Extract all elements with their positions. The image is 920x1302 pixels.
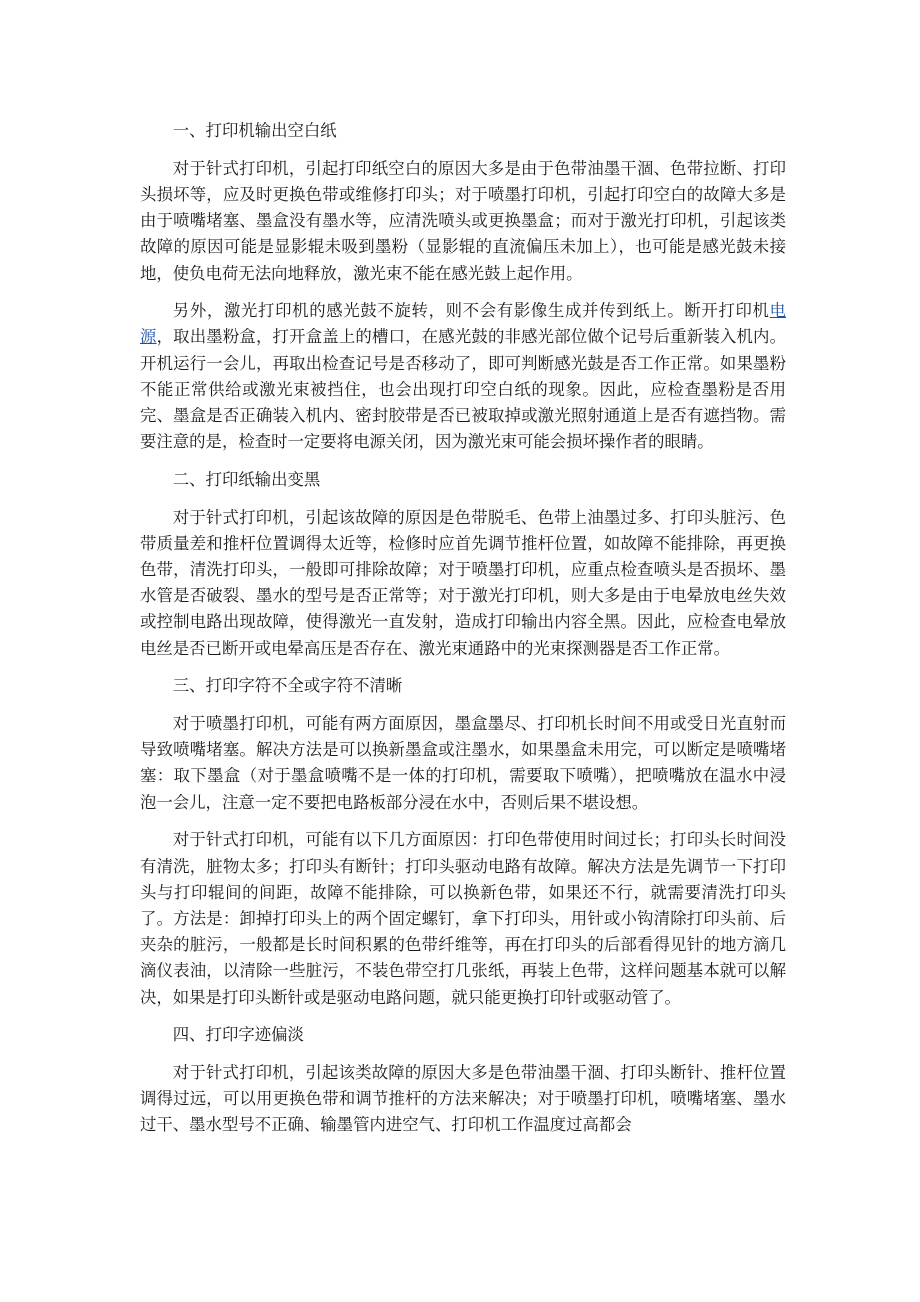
section-heading-4: 四、打印字迹偏淡 [172,1025,304,1045]
paragraph-1-1 [140,156,786,287]
paragraph-text: 另外，激光打印机的感光鼓不旋转，则不会有影像生成并传到纸上。断开打印机 [172,301,770,321]
section-heading-3: 三、打印字符不全或字符不清晰 [172,676,403,696]
section-heading-2: 二、打印纸输出变黑 [172,469,321,489]
power-supply-link[interactable]: 电源 [140,301,786,347]
paragraph-3-1 [140,711,786,816]
paragraph-text: 对于针式打印机，引起该故障的原因是色带脱毛、色带上油墨过多、打印头脏污、色带质量差和推杆位置调得太近等，检修时应首先调节推杆位置，如故障不能排除，再更换色带，清洗打印头，一般即可排除故障；对于喷墨打印机，应重点检查喷头是否损坏、墨水管是否破裂、墨水的型号是否正常等；对于激光打印机，则大多是由于电晕放电丝失效或控制电路出现故障，使得激光一直发射，造成打印输出内容全黑。因此，应检查电晕放电丝是否已断开或电晕高压是否存在、激光束通路中的光束探测器是否工作正常。 [140,507,786,658]
paragraph-text: 对于针式打印机，引起该类故障的原因大多是色带油墨干涸、打印头断针、推杆位置调得过远，可以用更换色带和调节推杆的方法来解决；对于喷墨打印机，喷嘴堵塞、墨水过干、墨水型号不正确、输墨管内进空气、打印机工作温度过高都会 [140,1063,786,1135]
paragraph-4-1 [140,1060,786,1139]
paragraph-text: ，取出墨粉盒，打开盒盖上的槽口，在感光鼓的非感光部位做个记号后重新装入机内。开机运行一会儿，再取出检查记号是否移动了，即可判断感光鼓是否工作正常。如果墨粉不能正常供给或激光束被挡住，也会出现打印空白纸的现象。因此，应检查墨粉是否用完、墨盒是否正确装入机内、密封胶带是否已被取掉或激光照射通道上是否有遮挡物。需要注意的是，检查时一定要将电源关闭，因为激光束可能会损坏操作者的眼睛。 [140,327,787,452]
section-heading-1: 一、打印机输出空白纸 [172,121,337,140]
paragraph-text: 对于针式打印机，可能有以下几方面原因：打印色带使用时间过长；打印头长时间没有清洗，脏物太多；打印头有断针；打印头驱动电路有故障。解决方法是先调节一下打印头与打印辊间的间距，故障不能排除，可以换新色带，如果还不行，就需要清洗打印头了。方法是：卸掉打印头上的两个固定螺钉，拿下打印头，用针或小钩清除打印头前、后夹杂的脏污，一般都是长时间积累的色带纤维等，再在打印头的后部看得见针的地方滴几滴仪表油，以清除一些脏污，不装色带空打几张纸，再装上色带，这样问题基本就可以解决，如果是打印头断针或是驱动电路问题，就只能更换打印针或驱动管了。 [140,830,786,1007]
paragraph-2-1 [140,505,786,662]
paragraph-1-2 [140,298,786,455]
paragraph-text: 对于喷墨打印机，可能有两方面原因，墨盒墨尽、打印机长时间不用或受日光直射而导致喷嘴堵塞。解决方法是可以换新墨盒或注墨水，如果墨盒未用完，可以断定是喷嘴堵塞：取下墨盒（对于墨盒喷嘴不是一体的打印机，需要取下喷嘴），把喷嘴放在温水中浸泡一会儿，注意一定不要把电路板部分浸在水中，否则后果不堪设想。 [140,714,786,812]
paragraph-text: 对于针式打印机，引起打印纸空白的原因大多是由于色带油墨干涸、色带拉断、打印头损坏等，应及时更换色带或维修打印头；对于喷墨打印机，引起打印空白的故障大多是由于喷嘴堵塞、墨盒没有墨水等，应清洗喷头或更换墨盒；而对于激光打印机，引起该类故障的原因可能是显影辊未吸到墨粉（显影辊的直流偏压未加上），也可能是感光鼓未接地，使负电荷无法向地释放，激光束不能在感光鼓上起作用。 [140,158,786,283]
paragraph-3-2 [140,827,786,1010]
